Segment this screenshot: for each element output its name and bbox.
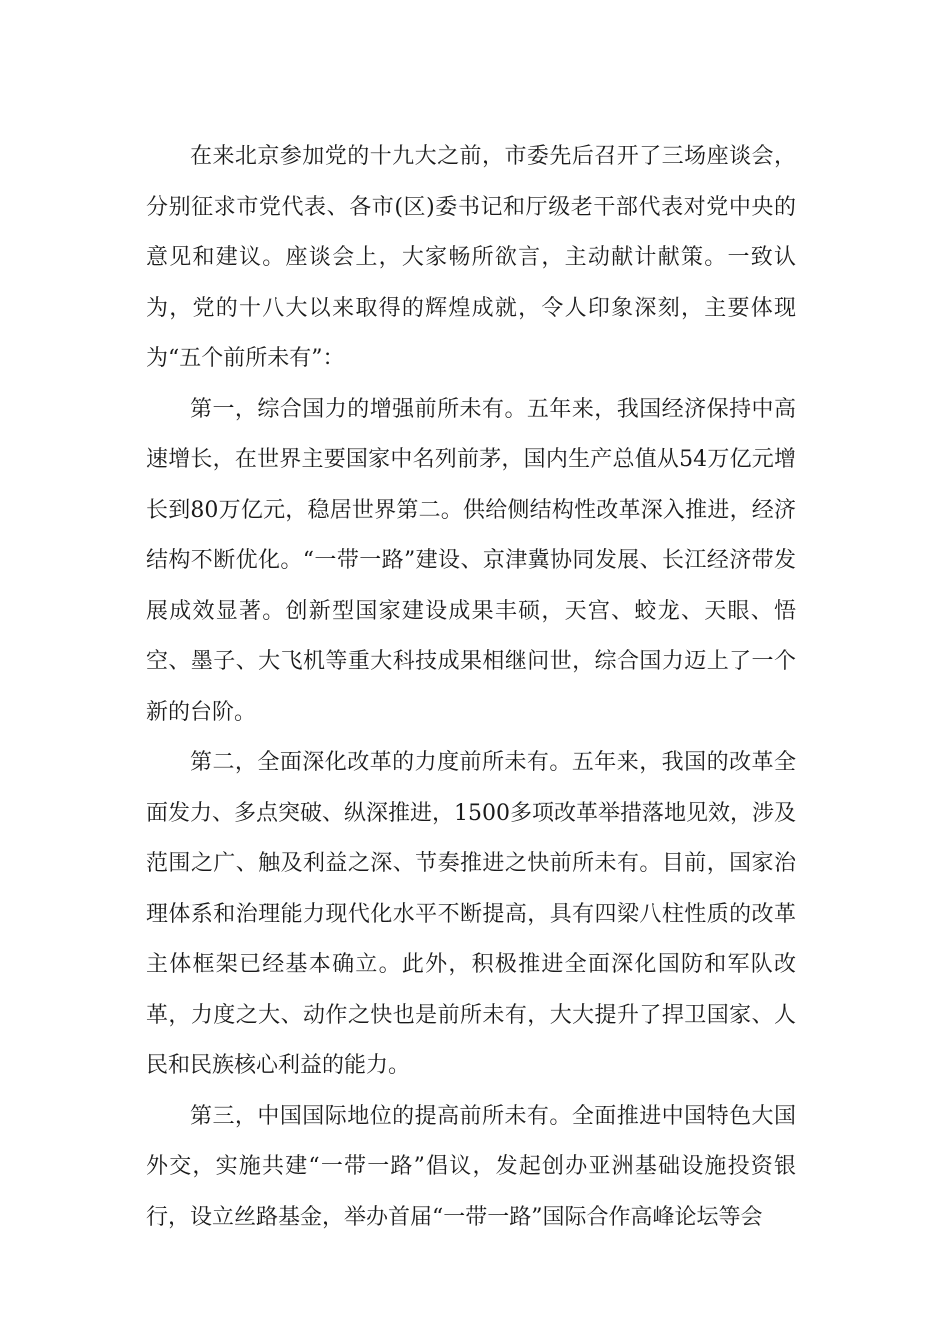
paragraph-third: 第三，中国国际地位的提高前所未有。全面推进中国特色大国外交，实施共建“一带一路”倡议，发起创办亚洲基础设施投资银行，设立丝路基金，举办首届“一带一路”国际合作高峰论坛等会 [146, 1103, 796, 1230]
paragraph-intro: 在来北京参加党的十九大之前，市委先后召开了三场座谈会，分别征求市党代表、各市(区)委书记和厅级老干部代表对党中央的意见和建议。座谈会上，大家畅所欲言，主动献计献策。一致认为，党的十八大以来取得的辉煌成就，令人印象深刻，主要体现为“五个前所未有”： [146, 144, 796, 371]
paragraph-second: 第二，全面深化改革的力度前所未有。五年来，我国的改革全面发力、多点突破、纵深推进，1500多项改革举措落地见效，涉及范围之广、触及利益之深、节奏推进之快前所未有。目前，国家治理体系和治理能力现代化水平不断提高，具有四梁八柱性质的改革主体框架已经基本确立。此外，积极推进全面深化国防和军队改革，力度之大、动作之快也是前所未有，大大提升了捍卫国家、人民和民族核心利益的能力。 [146, 750, 796, 1078]
paragraph-first: 第一，综合国力的增强前所未有。五年来，我国经济保持中高速增长，在世界主要国家中名列前茅，国内生产总值从54万亿元增长到80万亿元，稳居世界第二。供给侧结构性改革深入推进，经济结构不断优化。“一带一路”建设、京津冀协同发展、长江经济带发展成效显著。创新型国家建设成果丰硕，天宫、蛟龙、天眼、悟空、墨子、大飞机等重大科技成果相继问世，综合国力迈上了一个新的台阶。 [146, 396, 796, 725]
document-body [146, 132, 796, 1243]
